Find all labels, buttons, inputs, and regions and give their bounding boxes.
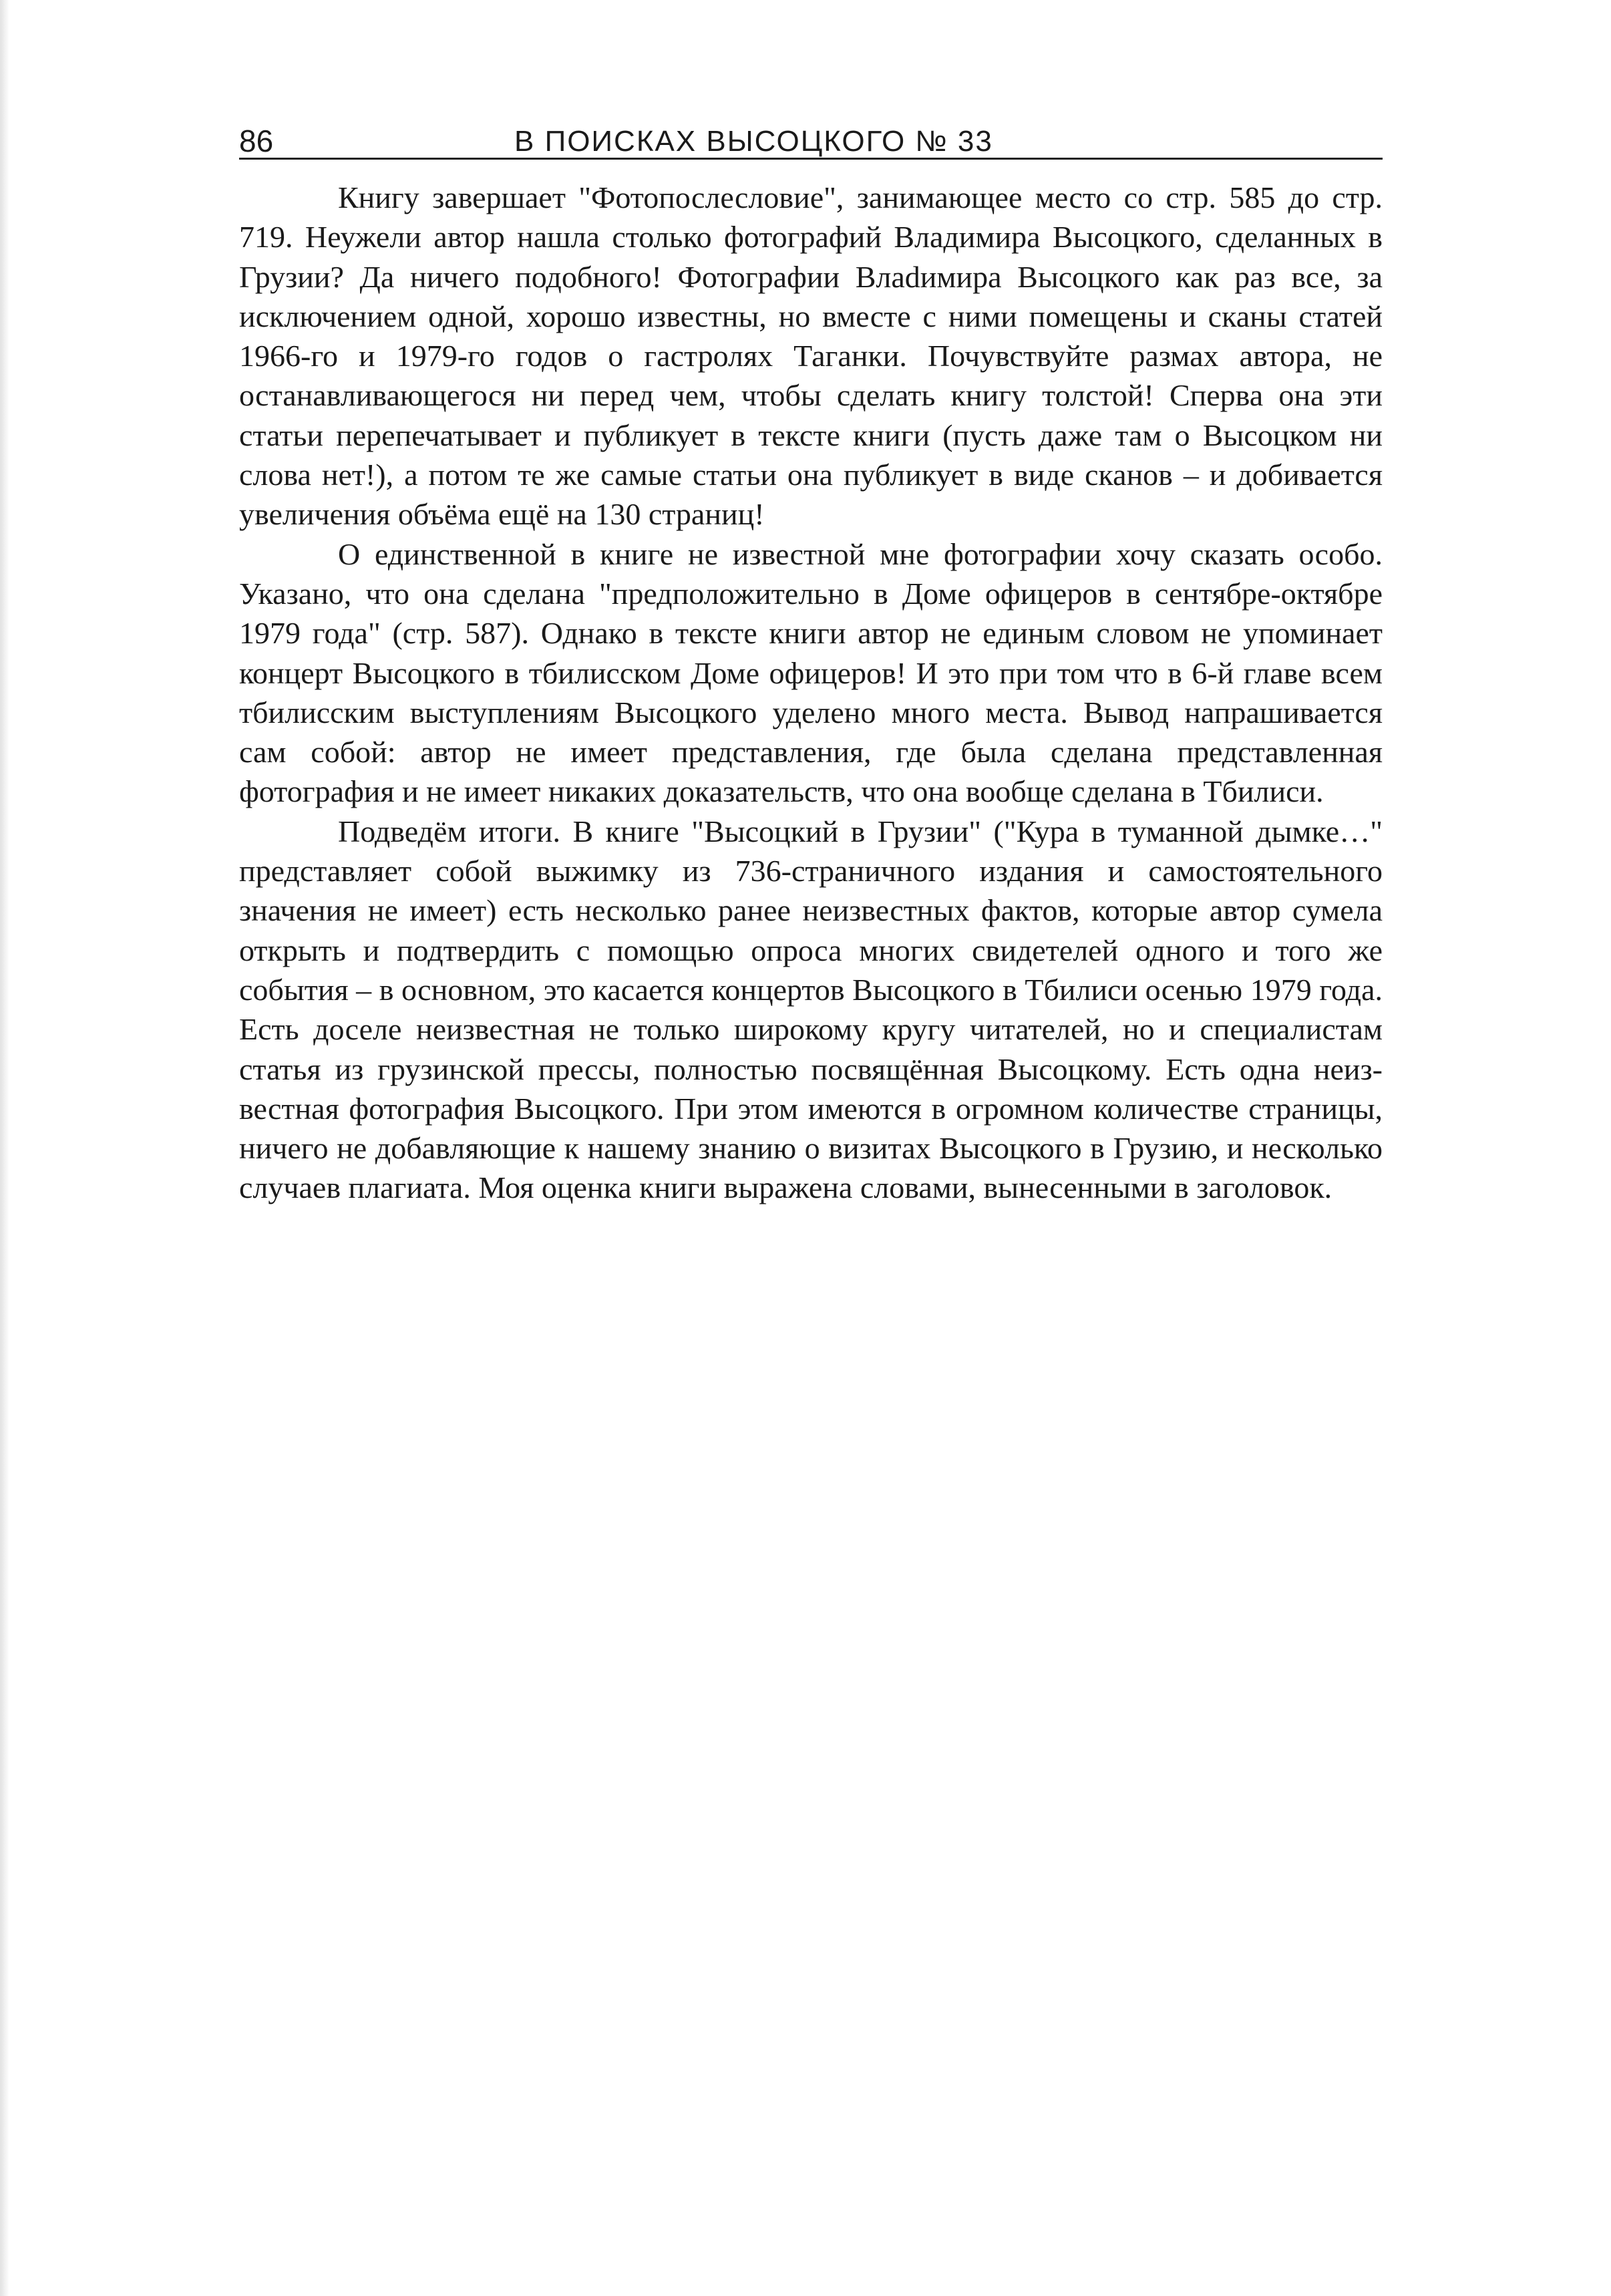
running-header <box>239 118 1383 160</box>
article-body <box>239 178 1383 1208</box>
page-number: 86 <box>239 124 274 158</box>
page-edge-shadow <box>0 0 9 2296</box>
paragraph-conclusion: Подведём итоги. В книге "Высоцкий в Грузии" ("Кура в туманной дымке…" представляет собой выжимку из 736-страничного издания и самостоятельного значения не имеет) есть несколько ранее неизвестных фактов, которые автор сумела открыть и подтвердить с помощью опроса многих свидетелей одного и того же события – в основном, это касается концертов Высоцкого в Тбилиси осенью 1979 года. Есть доселе неизвестная не только широкому кругу читателей, но и специалистам статья из грузинской прессы, полностью посвящённая Высоцкому. Есть одна неизвестная фотография Высоцкого. При этом имеются в огромном количестве страницы, ничего не добавляющие к нашему знанию о визитах Высоцкого в Грузию, и несколько случаев плагиата. Моя оценка книги выражена словами, вынесенными в заголовок. <box>239 814 1383 1205</box>
paragraph-unknown-photo: О единственной в книге не известной мне фотографии хочу сказать особо. Указано, что она сделана "предположительно в Доме офицеров в сентябре-октябре 1979 года" (стр. 587). Однако в тексте книги автор не единым словом не упоминает концерт Высоцкого в тбилисском Доме офицеров! И это при том что в 6-й главе всем тбилисским выступлениям Высоцкого уделено много места. Вывод напрашивается сам собой: автор не имеет представления, где была сделана представленная фотография и не имеет никаких доказательств, что она вообще сделана в Тбилиси. <box>239 536 1383 809</box>
running-title: В ПОИСКАХ ВЫСОЦКОГО № 33 <box>514 125 993 158</box>
paragraph-photo-afterword: Книгу завершает "Фотопослесловие", занимающее место со стр. 585 до стр. 719. Неужели автор нашла столько фотографий Владимира Высоцкого, сделанных в Грузии? Да ничего подобного! Фотографии Влаdимира Высоцкого как раз все, за исключением одной, хорошо известны, но вместе с ними помещены и сканы статей 1966-го и 1979-го годов о гастролях Таганки. Почувствуйте размах автора, не останавливающегося ни перед чем, чтобы сделать книгу толстой! Сперва она эти статьи перепечатывает и публикует в тексте книги (пусть даже там о Высоцком ни слова нет!), а потом те же самые статьи она публикует в виде сканов – и добивается увеличения объёма ещё на 130 страниц! <box>239 180 1383 532</box>
